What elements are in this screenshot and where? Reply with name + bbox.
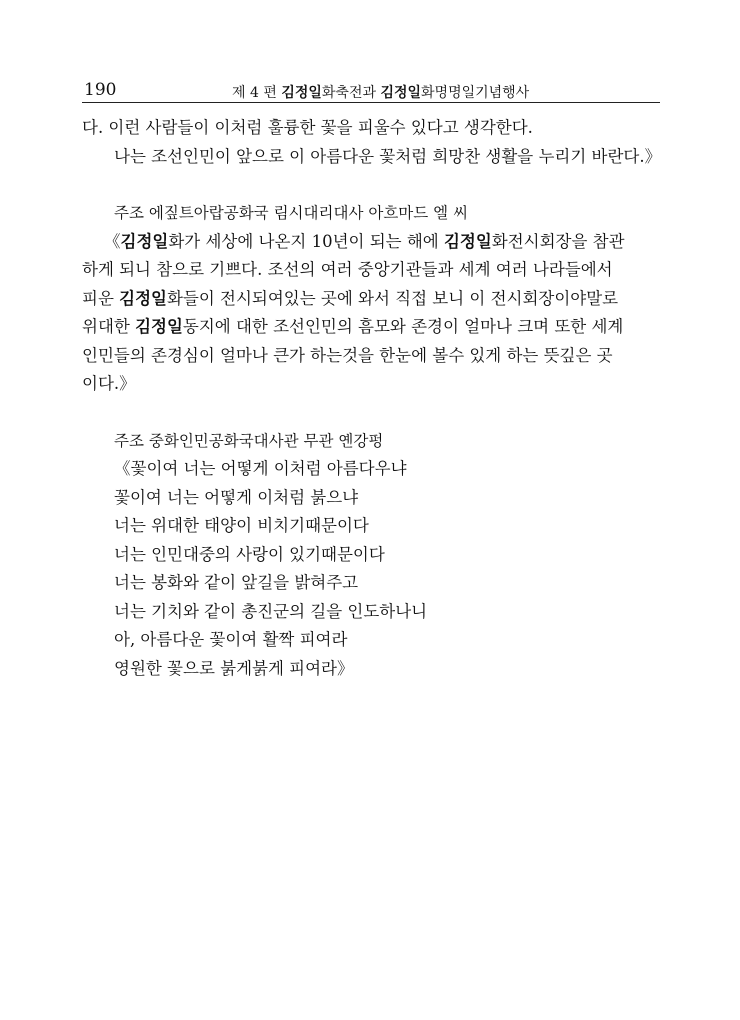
page-header bbox=[82, 78, 660, 103]
running-title bbox=[232, 82, 529, 102]
paragraph-line: 다. 이런 사람들이 이처럼 훌륭한 꽃을 피울수 있다고 생각한다. bbox=[82, 118, 533, 137]
spacer bbox=[82, 171, 662, 199]
poem-line: 《꽃이여 너는 어떻게 이처럼 아름다우냐 bbox=[114, 459, 407, 478]
page-body bbox=[82, 114, 662, 683]
page-number: 190 bbox=[84, 80, 117, 100]
speaker-heading: 주조 에짚트아랍공화국 림시대리대사 아흐마드 엘 씨 bbox=[114, 204, 469, 222]
bold-name: 김정일 bbox=[135, 317, 183, 336]
quote-line: 이다.》 bbox=[82, 374, 136, 393]
quote-open-mark: 《 bbox=[104, 231, 121, 251]
quote-text: 동지에 대한 조선인민의 흠모와 존경이 얼마나 크며 또한 세계 bbox=[182, 317, 624, 336]
quote-line bbox=[82, 313, 662, 342]
poem-line: 너는 위대한 태양이 비치기때문이다 bbox=[114, 516, 369, 535]
running-title-name-1: 김정일 bbox=[281, 85, 322, 101]
running-title-name-2: 김정일 bbox=[380, 85, 422, 101]
poem-line: 너는 봉화와 같이 앞길을 밝혀주고 bbox=[114, 573, 359, 592]
speaker-heading: 주조 중화인민공화국대사관 무관 옌강펑 bbox=[114, 431, 384, 450]
bold-name: 김정일 bbox=[119, 288, 167, 308]
poem-line: 아, 아름다운 꽃이여 활짝 피여라 bbox=[114, 630, 348, 649]
running-title-prefix: 제 4 편 bbox=[232, 85, 282, 101]
quote-line bbox=[82, 228, 662, 257]
poem-line: 너는 인민대중의 사랑이 있기때문이다 bbox=[114, 544, 385, 564]
poem-line: 꽃이여 너는 어떻게 이처럼 붉으냐 bbox=[114, 487, 359, 507]
running-title-suffix: 화명명일기념행사 bbox=[421, 85, 530, 101]
bold-name: 김정일 bbox=[443, 231, 492, 251]
poem-line: 영원한 꽃으로 붉게붉게 피여라》 bbox=[114, 658, 354, 678]
quote-text: 화가 세상에 나온지 10년이 되는 해에 bbox=[168, 231, 444, 251]
quote-text: 화들이 전시되여있는 곳에 와서 직접 보니 이 전시회장이야말로 bbox=[166, 288, 619, 308]
quote-line: 하게 되니 참으로 기쁘다. 조선의 여러 중앙기관들과 세계 여러 나라들에서 bbox=[82, 260, 613, 279]
spacer bbox=[82, 399, 662, 427]
running-title-mid: 화축전과 bbox=[321, 85, 381, 101]
quote-text: 피운 bbox=[82, 288, 120, 308]
quote-line bbox=[82, 285, 662, 314]
bold-name: 김정일 bbox=[120, 231, 169, 251]
quote-text: 화전시회장을 참관 bbox=[491, 231, 625, 251]
quote-text: 위대한 bbox=[82, 317, 136, 336]
quote-line: 인민들의 존경심이 얼마나 큰가 하는것을 한눈에 볼수 있게 하는 뜻깊은 곳 bbox=[82, 345, 613, 365]
poem-line: 너는 기치와 같이 총진군의 길을 인도하나니 bbox=[114, 601, 428, 621]
paragraph-line: 나는 조선인민이 앞으로 이 아름다운 꽃처럼 희망찬 생활을 누리기 바란다.》 bbox=[114, 146, 662, 166]
